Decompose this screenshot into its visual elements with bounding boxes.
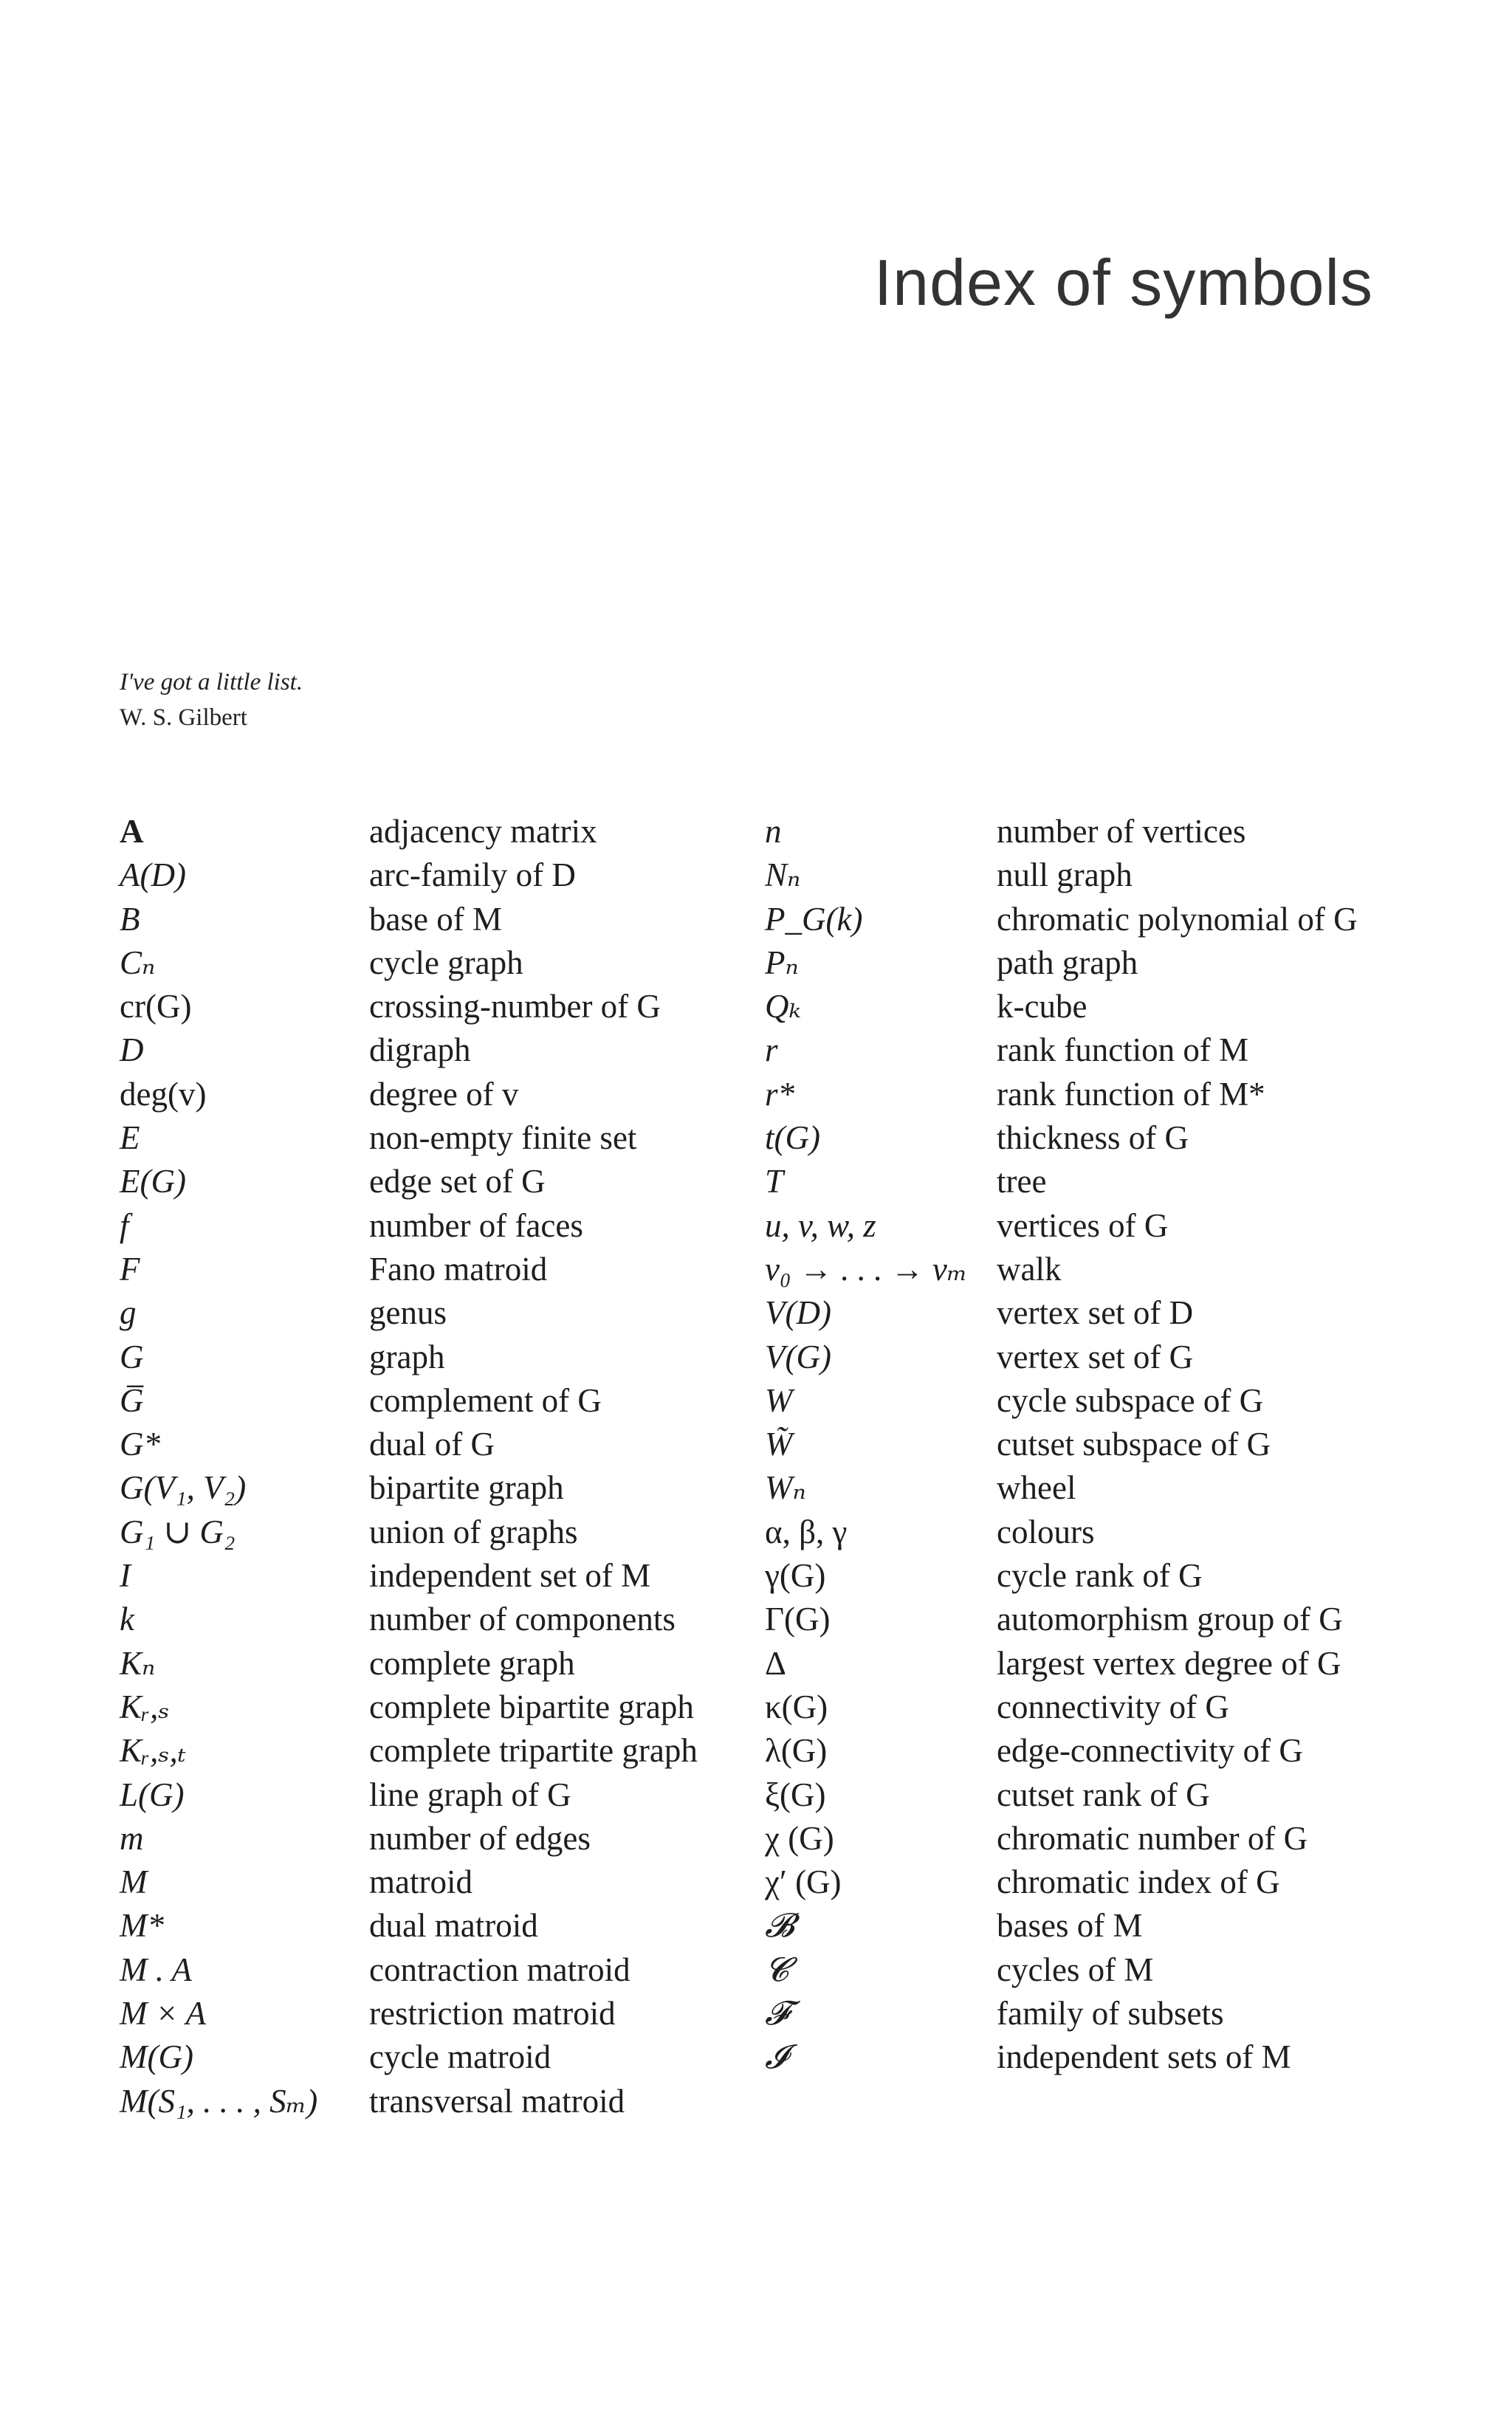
- symbol-left: m: [120, 1819, 144, 1857]
- symbol-right: χ′ (G): [765, 1863, 842, 1901]
- symbol-left: A: [120, 813, 144, 850]
- meaning-right: tree: [997, 1163, 1047, 1200]
- symbol-right: t(G): [765, 1119, 820, 1157]
- meaning-left: graph: [369, 1338, 445, 1375]
- symbol-right: κ(G): [765, 1688, 828, 1725]
- symbol-right: 𝓒: [765, 1951, 788, 1988]
- symbol-left: B: [120, 900, 140, 938]
- meaning-right: cycle rank of G: [997, 1557, 1203, 1595]
- meaning-right: thickness of G: [997, 1119, 1189, 1157]
- symbol-right: Δ: [765, 1644, 786, 1682]
- symbol-left: E(G): [120, 1163, 186, 1200]
- symbol-left: deg(v): [120, 1075, 207, 1113]
- meaning-right: rank function of M*: [997, 1075, 1265, 1113]
- symbol-left: M: [120, 1863, 148, 1901]
- meaning-left: complete graph: [369, 1644, 575, 1682]
- meaning-left: Fano matroid: [369, 1250, 548, 1288]
- meaning-left: contraction matroid: [369, 1951, 630, 1988]
- symbol-left: M . A: [120, 1951, 192, 1988]
- meaning-left: bipartite graph: [369, 1469, 564, 1507]
- symbol-left: L(G): [120, 1776, 185, 1813]
- meaning-left: adjacency matrix: [369, 813, 597, 850]
- meaning-left: edge set of G: [369, 1163, 546, 1200]
- page-title: Index of symbols: [873, 246, 1373, 319]
- symbol-right: W: [765, 1381, 793, 1419]
- symbol-right: 𝓑: [765, 1907, 794, 1945]
- meaning-left: matroid: [369, 1863, 472, 1901]
- symbol-left: k: [120, 1601, 134, 1638]
- meaning-right: vertex set of D: [997, 1294, 1194, 1332]
- meaning-left: crossing-number of G: [369, 988, 661, 1025]
- symbol-right: n: [765, 813, 782, 850]
- symbol-right: λ(G): [765, 1732, 828, 1770]
- meaning-left: dual matroid: [369, 1907, 538, 1945]
- symbol-right: Qₖ: [765, 988, 801, 1025]
- meaning-right: chromatic polynomial of G: [997, 900, 1358, 938]
- meaning-right: rank function of M: [997, 1031, 1249, 1069]
- symbol-left: f: [120, 1206, 129, 1244]
- symbol-right: u, v, w, z: [765, 1206, 876, 1244]
- epigraph: [120, 664, 303, 735]
- meaning-right: colours: [997, 1513, 1095, 1550]
- meaning-right: vertex set of G: [997, 1338, 1194, 1375]
- meaning-left: dual of G: [369, 1426, 495, 1463]
- meaning-right: cycle subspace of G: [997, 1381, 1264, 1419]
- symbol-right: 𝓘: [765, 2038, 788, 2076]
- meaning-left: digraph: [369, 1031, 471, 1069]
- symbol-left: Cₙ: [120, 944, 156, 981]
- symbol-right: Nₙ: [765, 856, 801, 894]
- symbol-left: M × A: [120, 1995, 207, 2033]
- meaning-left: base of M: [369, 900, 502, 938]
- symbol-right: χ (G): [765, 1819, 834, 1857]
- meaning-right: cutset rank of G: [997, 1776, 1210, 1813]
- symbol-right: V(G): [765, 1338, 831, 1375]
- meaning-left: line graph of G: [369, 1776, 571, 1813]
- meaning-right: cycles of M: [997, 1951, 1154, 1988]
- meaning-left: restriction matroid: [369, 1995, 616, 2033]
- symbol-left: G̅: [120, 1381, 144, 1419]
- meaning-right: vertices of G: [997, 1206, 1169, 1244]
- meaning-right: number of vertices: [997, 813, 1246, 850]
- meaning-left: cycle graph: [369, 944, 523, 981]
- meaning-right: independent sets of M: [997, 2038, 1291, 2076]
- symbol-left: G₁ ∪ G₂: [120, 1513, 236, 1550]
- symbol-right: 𝓕: [765, 1995, 790, 2033]
- symbol-left: cr(G): [120, 988, 192, 1025]
- symbol-right: γ(G): [765, 1557, 826, 1595]
- meaning-left: complement of G: [369, 1381, 602, 1419]
- symbol-left: A(D): [120, 856, 186, 894]
- meaning-right: bases of M: [997, 1907, 1143, 1945]
- meaning-right: cutset subspace of G: [997, 1426, 1271, 1463]
- meaning-right: automorphism group of G: [997, 1601, 1343, 1638]
- symbol-left: Kᵣ,ₛ,ₜ: [120, 1732, 186, 1770]
- meaning-right: wheel: [997, 1469, 1076, 1507]
- meaning-left: number of components: [369, 1601, 676, 1638]
- meaning-right: edge-connectivity of G: [997, 1732, 1303, 1770]
- meaning-left: arc-family of D: [369, 856, 576, 894]
- symbol-left: Kₙ: [120, 1644, 156, 1682]
- meaning-left: genus: [369, 1294, 447, 1332]
- symbol-right: V(D): [765, 1294, 831, 1332]
- symbol-left: D: [120, 1031, 144, 1069]
- meaning-left: number of edges: [369, 1819, 591, 1857]
- meaning-right: chromatic index of G: [997, 1863, 1280, 1901]
- symbol-left: g: [120, 1294, 137, 1332]
- symbol-right: r: [765, 1031, 778, 1069]
- meaning-right: walk: [997, 1250, 1062, 1288]
- meaning-left: non-empty finite set: [369, 1119, 637, 1157]
- symbol-left: M*: [120, 1907, 164, 1945]
- meaning-right: connectivity of G: [997, 1688, 1229, 1725]
- symbol-right: ξ(G): [765, 1776, 826, 1813]
- symbol-left: I: [120, 1557, 131, 1595]
- symbol-right: P_G(k): [765, 900, 863, 938]
- symbol-right: Wₙ: [765, 1469, 806, 1507]
- meaning-right: family of subsets: [997, 1995, 1224, 2033]
- symbol-right: T: [765, 1163, 784, 1200]
- symbol-left: M(S₁, . . . , Sₘ): [120, 2082, 318, 2120]
- symbol-left: G: [120, 1338, 144, 1375]
- meaning-right: k-cube: [997, 988, 1087, 1025]
- symbol-right: r*: [765, 1075, 795, 1113]
- epigraph-author: W. S. Gilbert: [120, 704, 247, 731]
- meaning-left: cycle matroid: [369, 2038, 551, 2076]
- meaning-left: number of faces: [369, 1206, 583, 1244]
- meaning-right: null graph: [997, 856, 1133, 894]
- symbol-left: G(V₁, V₂): [120, 1469, 247, 1507]
- epigraph-quote: I've got a little list.: [120, 669, 303, 695]
- meaning-left: independent set of M: [369, 1557, 651, 1595]
- symbol-right: v₀ → . . . → vₘ: [765, 1250, 968, 1288]
- symbol-left: G*: [120, 1426, 160, 1463]
- symbol-right: Γ(G): [765, 1601, 831, 1638]
- meaning-right: chromatic number of G: [997, 1819, 1308, 1857]
- symbol-right: Pₙ: [765, 944, 799, 981]
- symbol-left: M(G): [120, 2038, 193, 2076]
- symbol-left: E: [120, 1119, 140, 1157]
- meaning-right: largest vertex degree of G: [997, 1644, 1341, 1682]
- symbol-right: W̃: [765, 1426, 793, 1463]
- meaning-left: complete tripartite graph: [369, 1732, 698, 1770]
- symbol-right: α, β, γ: [765, 1513, 848, 1550]
- symbol-left: F: [120, 1250, 140, 1288]
- meaning-left: transversal matroid: [369, 2082, 625, 2120]
- meaning-right: path graph: [997, 944, 1138, 981]
- meaning-left: degree of v: [369, 1075, 519, 1113]
- meaning-left: complete bipartite graph: [369, 1688, 694, 1725]
- symbol-left: Kᵣ,ₛ: [120, 1688, 170, 1725]
- meaning-left: union of graphs: [369, 1513, 578, 1550]
